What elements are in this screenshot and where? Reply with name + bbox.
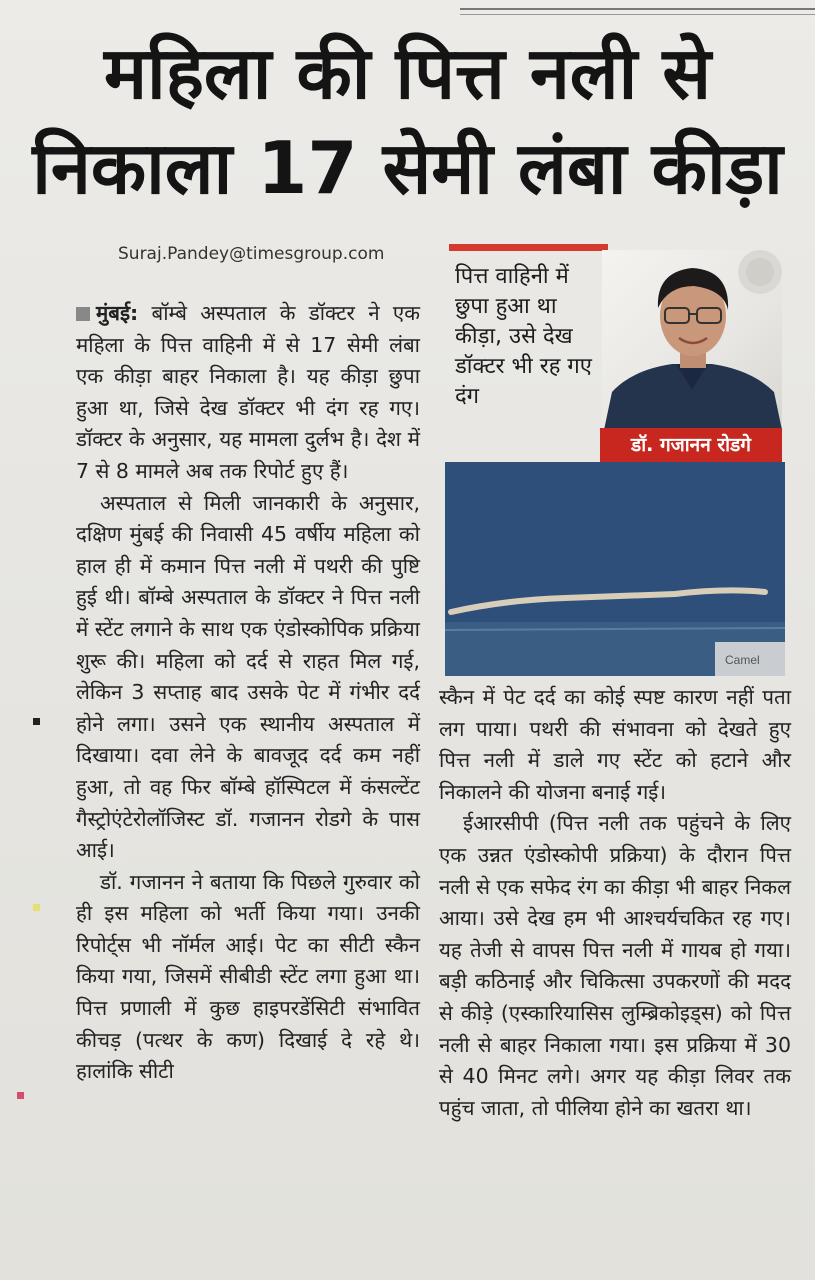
paragraph-1-text: बॉम्बे अस्पताल के डॉक्टर ने एक महिला के पित्त वाहिनी में से 17 सेमी लंबा एक कीड़ा बाहर निकाला है। यह कीड़ा छुपा हुआ था, जिसे देख डॉक्टर भी दंग रह गए। डॉक्टर के अनुसार, यह मामला दुर्लभ है। देश में 7 से 8 मामले अब तक रिपोर्ट हुए हैं। (76, 301, 420, 483)
headline (0, 28, 815, 218)
worm-photo-illustration (445, 462, 785, 676)
article-column-right (439, 682, 791, 1124)
doctor-portrait-image (602, 250, 782, 430)
paragraph-1 (76, 298, 420, 488)
paragraph-2: अस्पताल से मिली जानकारी के अनुसार, दक्षिण मुंबई की निवासी 45 वर्षीय महिला को हाल ही में कमान पित्त नली में पथरी की पुष्टि हुई थी। बॉम्बे अस्पताल के डॉक्टर ने पित्त नली में स्टेंट लगाने के साथ एक एंडोस्कोपिक प्रक्रिया शुरू की। महिला को दर्द से राहत मिल गई, लेकिन 3 सप्ताह बाद उसके पेट में गंभीर दर्द होने लगा। उसने एक स्थानीय अस्पताल में दिखाया। दवा लेने के बावजूद दर्द कम नहीं हुआ, तो वह फिर बॉम्बे हॉस्पिटल में कंसल्टेंट गैस्ट्रोएंटेरोलॉजिस्ट डॉ. गजानन रोडगे के पास आई। (76, 490, 420, 863)
byline: Suraj.Pandey@timesgroup.com (118, 244, 385, 264)
headline-line-2: निकाला 17 सेमी लंबा कीड़ा (32, 126, 783, 210)
photo-caption: डॉ. गजानन रोडगे (600, 428, 782, 462)
quote-red-bar (449, 244, 608, 251)
paragraph-3: डॉ. गजानन ने बताया कि पिछले गुरुवार को ही इस महिला को भर्ती किया गया। उनकी रिपोर्ट्स भी नॉर्मल आई। पेट का सीटी स्कैन किया गया, जिसमें सीबीडी स्टेंट लगा हुआ था। पित्त प्रणाली में कुछ हाइपरडेंसिटी संभावित कीचड़ (पत्थर के कण) दिखाई दे रहे थे। हालांकि सीटी (76, 869, 420, 1084)
extracted-worm-photo (445, 462, 785, 676)
margin-marker-yellow (33, 904, 40, 911)
paragraph-4: स्कैन में पेट दर्द का कोई स्पष्ट कारण नहीं पता लग पाया। पथरी की संभावना को देखते हुए पित्त नली में डाले गए स्टेंट को हटाने और निकालने की योजना बनाई गई। (439, 685, 791, 804)
margin-marker-pink (17, 1092, 24, 1099)
dateline-icon (76, 307, 90, 321)
top-rule (460, 8, 815, 15)
headline-line-1: महिला की पित्त नली से (103, 31, 711, 115)
article-column-left (76, 298, 420, 1088)
pull-quote: पित्त वाहिनी में छुपा हुआ था कीड़ा, उसे देख डॉक्टर भी रह गए दंग (455, 264, 592, 409)
doctor-portrait-illustration (602, 250, 782, 430)
photo-stamp: Camel (725, 653, 760, 667)
margin-marker-black (33, 718, 40, 725)
dateline: मुंबई: (96, 301, 139, 325)
paragraph-5: ईआरसीपी (पित्त नली तक पहुंचने के लिए एक उन्नत एंडोस्कोपी प्रक्रिया) के दौरान पित्त नली से एक सफेद रंग का कीड़ा भी बाहर निकल आया। उसे देख हम भी आश्चर्यचकित रह गए। यह तेजी से वापस पित्त नली में गायब हो गया। बड़ी कठिनाई और चिकित्सा उपकरणों की मदद से कीड़े (एस्कारियासिस लुम्ब्रिकोइड्स) को पित्त नली से बाहर निकाला गया। इस प्रक्रिया में 30 से 40 मिनट लगे। अगर यह कीड़ा लिवर तक पहुंच जाता, तो पीलिया होने का खतरा था। (439, 811, 791, 1120)
